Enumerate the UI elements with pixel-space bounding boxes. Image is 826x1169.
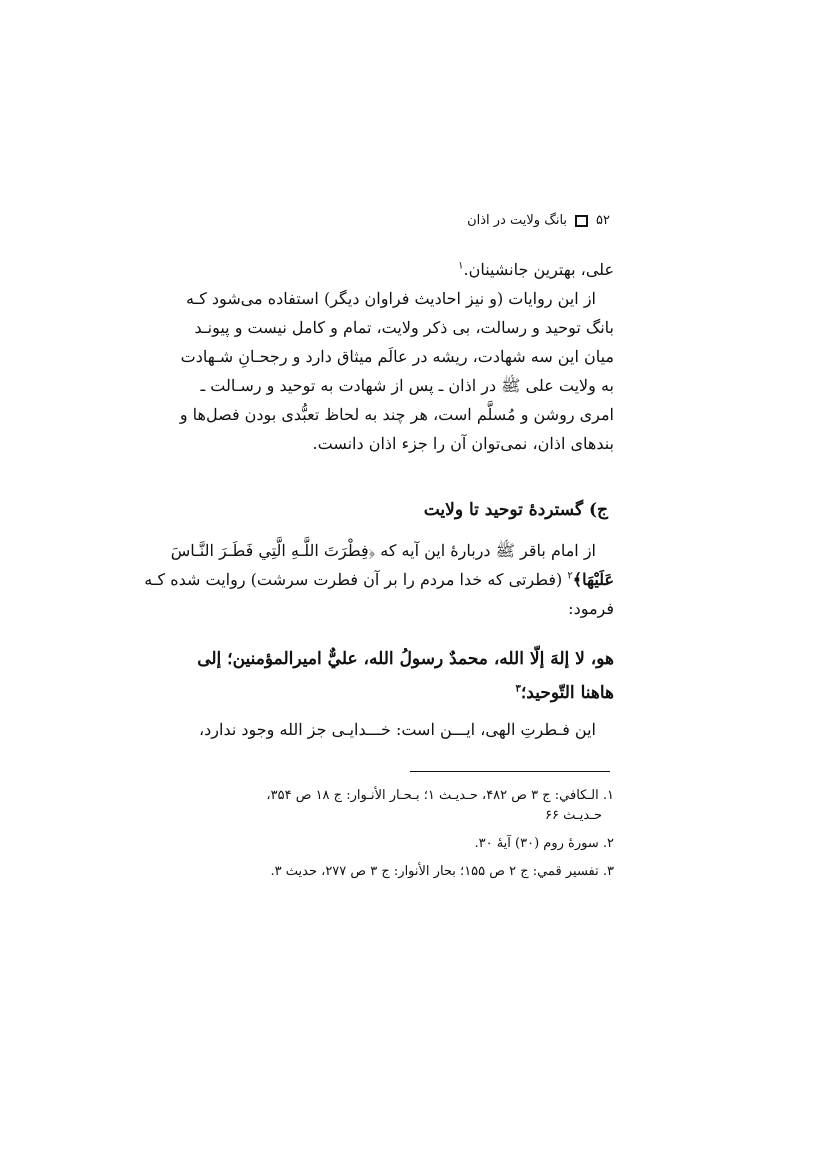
- paragraph-line: میان این سه شهادت، ریشه در عالَم میثاق دارد و رجحـانِ شـهادت: [180, 347, 614, 366]
- running-title: بانگ ولایت در اذان: [467, 213, 568, 228]
- paragraph-line: امری روشن و مُسلَّم است، هر چند به لحاظ تعبُّدی بودن فصل‌ها و: [179, 405, 614, 424]
- footnote-3: ۳. تفسیر قمي: ج ۲ ص ۱۵۵؛ بحار الأنوار: ج ۳ ص ۲۷۷، حدیث ۳.: [270, 864, 614, 879]
- footnote-ref-2: ۲: [567, 570, 573, 582]
- hadith-quote: [197, 642, 614, 710]
- footnotes: [210, 786, 614, 890]
- section-heading: ج) گستردهٔ توحید تا ولایت: [423, 500, 608, 520]
- verse-text: عَلَيْهَا﴾: [572, 570, 614, 589]
- paragraph-line: این فـطرتِ الهی، ایـــن است: خـــدایـی جز الله وجود ندارد،: [199, 720, 596, 739]
- intro-line: از امام باقر ﷺ دربارهٔ این آیه که ﴿فِطْرَتَ اللَّـهِ الَّتِي فَطَـرَ النَّـاسَ: [170, 541, 596, 560]
- paragraph-line: بندهای اذان، نمی‌توان آن را جزء اذان دانست.: [312, 434, 614, 453]
- section-intro: [144, 536, 614, 623]
- intro-line: فرمود:: [568, 599, 614, 618]
- paragraph-line: به ولایت علی ﷺ در اذان ـ پس از شهادت به توحید و رسـالت ـ: [200, 376, 614, 395]
- intro-line: عَلَيْهَا﴾$^۲$ (فطرتی که خدا مردم را بر آن فطرت سرشت) روایت شده کـه: [144, 570, 614, 589]
- after-quote-text: [199, 715, 614, 744]
- footnote-2: ۲. سورهٔ روم (۳۰) آیهٔ ۳۰.: [474, 836, 614, 851]
- quote-line: هو، لا إلهَ إلّا الله، محمدٌ رسولُ الله، عليٌّ اميرالمؤمنين؛ إلى: [197, 649, 614, 669]
- footnote-ref-3: ۳: [515, 683, 521, 695]
- page-number: ۵۲: [596, 213, 610, 228]
- paragraph-line: از این روایات (و نیز احادیث فراوان دیگر) استفاده می‌شود کـه: [185, 289, 596, 308]
- footnote-1: ۱. الـكافي: ج ۳ ص ۴۸۲، حـديـث ۱؛ بـحـار الأنـوار: ج ۱۸ ص ۳۵۴، حـديـث ۶۶: [266, 788, 614, 823]
- first-line: علی، بهترین جانشینان.$^۱$: [458, 260, 614, 279]
- footnote-divider: [410, 771, 610, 772]
- quote-line: هاهنا التّوحيد؛$^۳$: [515, 683, 614, 703]
- square-ornament-icon: [575, 215, 588, 227]
- running-header: [467, 213, 610, 228]
- paragraph-line: بانگ توحید و رسالت، بی ذکر ولایت، تمام و کامل نیست و پیونـد: [194, 318, 614, 337]
- body-text: [179, 255, 614, 458]
- footnote-ref-1: ۱: [458, 260, 464, 272]
